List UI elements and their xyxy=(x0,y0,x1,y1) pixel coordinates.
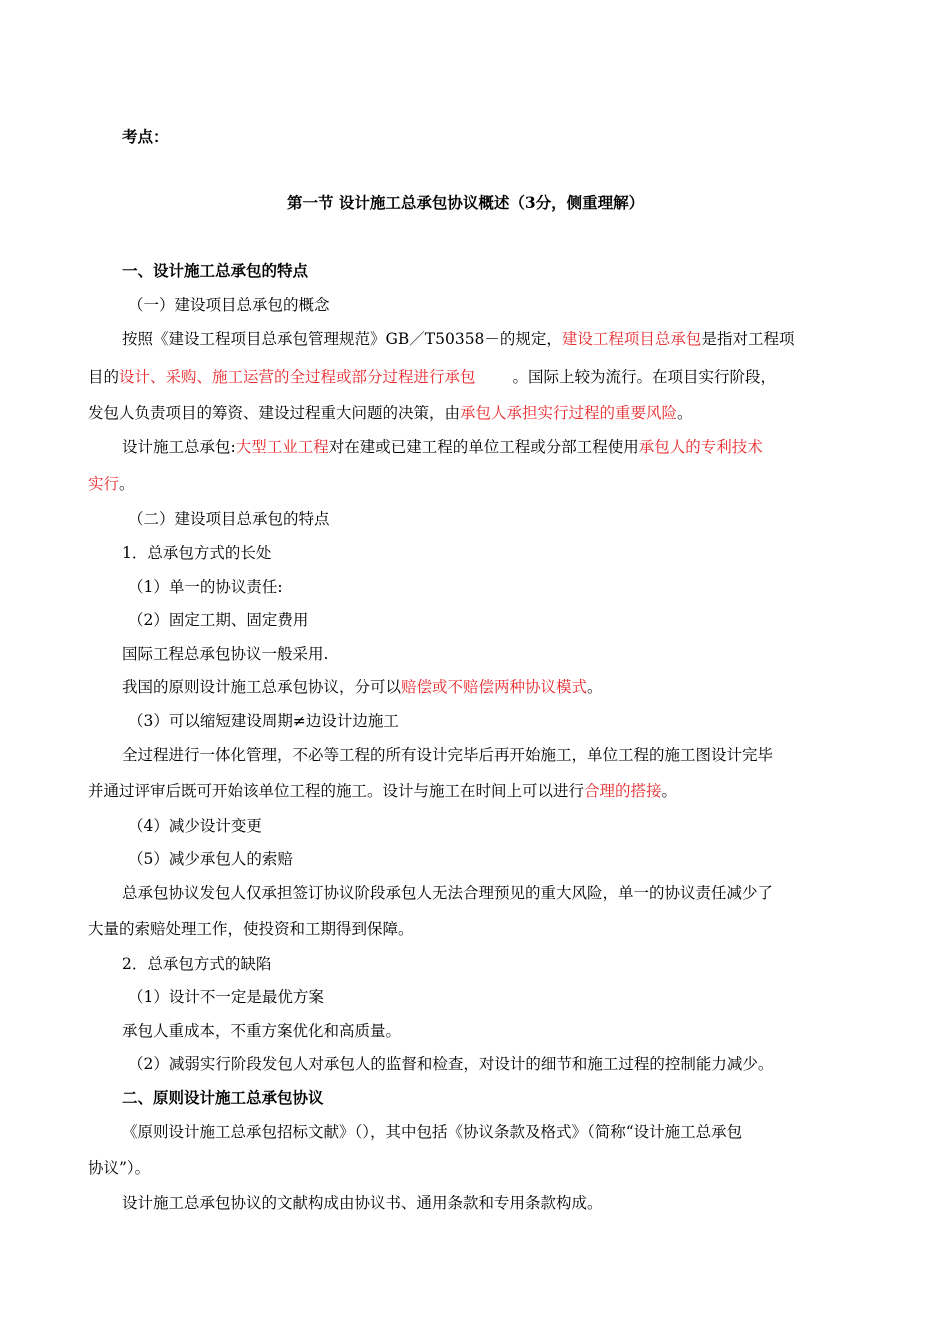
para1-text: 目的 xyxy=(88,368,120,386)
para5-line2: 协议”）。 xyxy=(88,1159,151,1177)
cn-text xyxy=(122,676,603,698)
para1-text: 是指对工程项 xyxy=(701,330,795,348)
highlight-industrial: 大型工业工程 xyxy=(235,438,329,456)
para1-text: 按照《建设工程项目总承包管理规范》GB／T50358－的规定， xyxy=(122,330,562,348)
disadvantage-1-text: 承包人重成本，不重方案优化和高质量。 xyxy=(122,1022,402,1040)
para3-line2 xyxy=(88,780,677,802)
cn-text-a: 我国的原则设计施工总承包协议，分可以 xyxy=(122,678,402,696)
highlight-patent: 承包人的专利技术 xyxy=(638,438,763,456)
subheading-concept: （一）建设项目总承包的概念 xyxy=(128,296,330,314)
highlight-term: 建设工程项目总承包 xyxy=(561,330,702,348)
item-advantages: 1．总承包方式的长处 xyxy=(122,544,272,562)
para2-text: 。 xyxy=(119,475,135,493)
para6: 设计施工总承包协议的文献构成由协议书、通用条款和专用条款构成。 xyxy=(122,1194,603,1212)
para3-line1: 全过程进行一体化管理，不必等工程的所有设计完毕后再开始施工，单位工程的施工图设计完毕 xyxy=(122,746,774,764)
intl-text: 国际工程总承包协议一般采用. xyxy=(122,645,329,663)
advantage-5: （5）减少承包人的索赔 xyxy=(128,850,293,868)
para1-text: 。 xyxy=(677,404,693,422)
para1-line1 xyxy=(122,328,794,350)
para2-text: 设计施工总承包: xyxy=(122,438,236,456)
disadvantage-1: （1）设计不一定是最优方案 xyxy=(128,988,324,1006)
section-title: 第一节 设计施工总承包协议概述（3分，侧重理解） xyxy=(287,193,645,212)
para3-text: 并通过评审后既可开始该单位工程的施工。设计与施工在时间上可以进行 xyxy=(88,782,585,800)
kaodian-heading: 考点： xyxy=(122,127,169,146)
para5-line1: 《原则设计施工总承包招标文献》（），其中包括《协议条款及格式》（简称“设计施工总承包 xyxy=(122,1123,743,1141)
para3-text: 。 xyxy=(661,782,678,800)
para2-line2 xyxy=(88,473,135,495)
advantage-3: （3）可以缩短建设周期≠边设计边施工 xyxy=(128,712,399,730)
para1-line2 xyxy=(88,366,776,388)
para1-text: 。国际上较为流行。在项目实行阶段， xyxy=(512,368,777,386)
highlight-overlap: 合理的搭接 xyxy=(584,782,662,800)
para2-line1 xyxy=(122,436,763,458)
subheading-features: （二）建设项目总承包的特点 xyxy=(128,510,330,528)
item-disadvantages: 2．总承包方式的缺陷 xyxy=(122,955,272,973)
advantage-1: （1）单一的协议责任: xyxy=(128,578,283,596)
disadvantage-2: （2）减弱实行阶段发包人对承包人的监督和检查，对设计的细节和施工过程的控制能力减少。 xyxy=(128,1055,774,1073)
para2-text: 对在建或已建工程的单位工程或分部工程使用 xyxy=(328,438,639,456)
para1-line3 xyxy=(88,402,693,424)
para4-line2: 大量的索赔处理工作，使投资和工期得到保障。 xyxy=(88,920,414,938)
highlight-risk: 承包人承担实行过程的重要风险 xyxy=(460,404,678,422)
para1-text: 发包人负责项目的筹资、建设过程重大问题的决策，由 xyxy=(88,404,461,422)
heading-1: 一、设计施工总承包的特点 xyxy=(122,261,309,280)
para4-line1: 总承包协议发包人仅承担签订协议阶段承包人无法合理预见的重大风险，单一的协议责任减少了 xyxy=(122,884,774,902)
highlight-compensation: 赔偿或不赔偿两种协议模式 xyxy=(401,678,588,696)
highlight-scope: 设计、采购、施工运营的全过程或部分过程进行承包 xyxy=(119,368,476,386)
heading-2: 二、原则设计施工总承包协议 xyxy=(122,1088,324,1107)
advantage-4: （4）减少设计变更 xyxy=(128,817,262,835)
cn-text-c: 。 xyxy=(587,678,603,696)
highlight-implement: 实行 xyxy=(88,475,120,493)
advantage-2: （2）固定工期、固定费用 xyxy=(128,611,309,629)
